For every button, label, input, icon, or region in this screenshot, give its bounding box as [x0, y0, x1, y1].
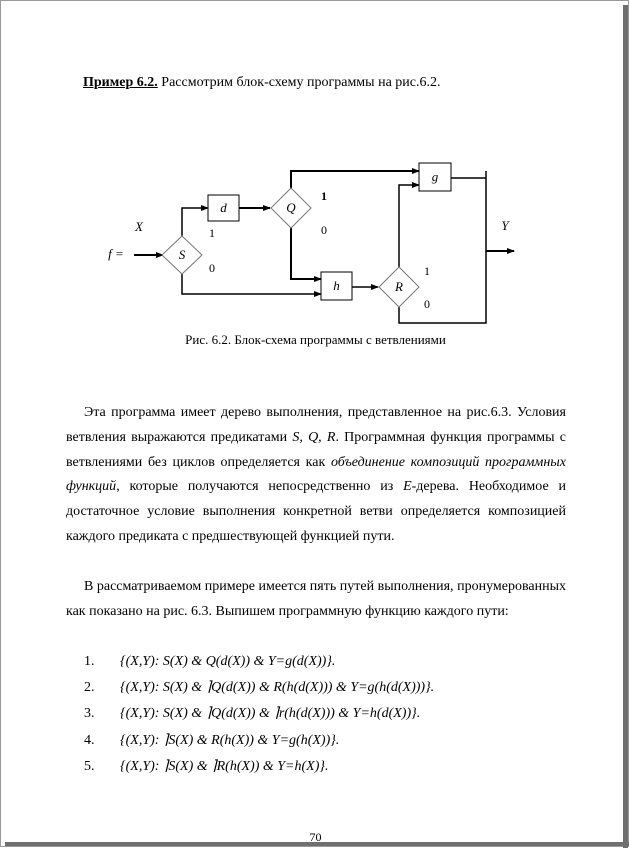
example-heading: [83, 75, 441, 91]
r-node-label: R: [395, 279, 403, 294]
formula-text: {(X,Y): S(X) & ⌉Q(d(X)) & ⌉r(h(d(X))) & Y=h(d(X))}.: [120, 706, 421, 722]
formula-text: {(X,Y): S(X) & ⌉Q(d(X)) & R(h(d(X))) & Y=g(h(d(X)))}.: [120, 680, 435, 696]
p2-text: В рассматриваемом примере имеется пять путей выполнения, пронумерованных как показано на рис. 6.3. Выпишем программную функцию каждого пути:: [66, 579, 566, 619]
q-to-h-line: [291, 228, 321, 279]
formula-text: {(X,Y): ⌉S(X) & R(h(X)) & Y=g(h(X))}.: [120, 732, 340, 748]
s-branch-1: 1: [209, 226, 215, 240]
formula-item: [84, 731, 434, 757]
y-label: Y: [501, 218, 509, 233]
formula-number: 1.: [84, 654, 95, 669]
h-node-label: h: [333, 278, 340, 293]
p1-predicates: S, Q, R: [292, 429, 336, 445]
flowchart-diagram: [96, 151, 536, 331]
formula-text: {(X,Y): S(X) & Q(d(X)) & Y=g(d(X))}.: [120, 654, 336, 669]
r-to-output-line: [399, 171, 486, 323]
formula-item: [84, 678, 434, 704]
p1-text-2: . Программная функция программы с ветвлениями без циклов определяется как: [66, 429, 566, 470]
q-branch-1: 1: [321, 189, 327, 203]
s-to-d-line: [182, 208, 208, 236]
figure-caption: Рис. 6.2. Блок-схема программы с ветвлениями: [185, 332, 446, 347]
r-branch-1: 1: [424, 264, 430, 278]
formula-text: {(X,Y): ⌉S(X) & ⌉R(h(X)) & Y=h(X)}.: [120, 758, 329, 774]
q-node-label: Q: [286, 200, 296, 215]
page-shadow-right: [623, 5, 628, 848]
s-to-h-line: [182, 274, 321, 294]
example-label: Пример 6.2.: [83, 75, 158, 90]
page-number: 70: [309, 830, 322, 844]
f-label: f =: [108, 246, 124, 261]
paragraph-2: [66, 575, 566, 625]
p1-text-1: Эта программа имеет дерево выполнения, представленное на рис.6.3. Условия ветвления выражаются предикатами: [66, 405, 566, 445]
g-node-label: g: [431, 169, 439, 184]
paragraph-1: [66, 401, 566, 550]
d-node-label: d: [220, 200, 227, 215]
example-intro: Рассмотрим блок-схему программы на рис.6.2.: [157, 75, 441, 90]
formula-item: [84, 757, 434, 783]
formula-item: [84, 704, 434, 730]
formula-number: 3.: [84, 706, 95, 722]
x-label: X: [135, 219, 143, 234]
s-node-label: S: [178, 247, 186, 262]
p1-text-3: , которые получаются непосредственно из: [116, 479, 404, 495]
path-functions-list: [84, 652, 434, 783]
formula-number: 4.: [84, 732, 95, 748]
s-branch-0: 0: [209, 261, 215, 275]
formula-number: 2.: [84, 680, 95, 696]
p1-e-letter: E: [403, 479, 412, 495]
q-branch-0: 0: [321, 223, 327, 237]
p1-italic-term: объединение композиций программных функций: [66, 454, 566, 495]
formula-number: 5.: [84, 758, 95, 774]
r-branch-0: 0: [424, 297, 430, 311]
r-to-g-line: [399, 185, 419, 267]
p1-text-4: -дерева. Необходимое и достаточное условие выполнения конкретной ветви определяется композицией каждого предиката с предшествующей функцией пути.: [66, 479, 566, 544]
formula-item: [84, 652, 434, 678]
